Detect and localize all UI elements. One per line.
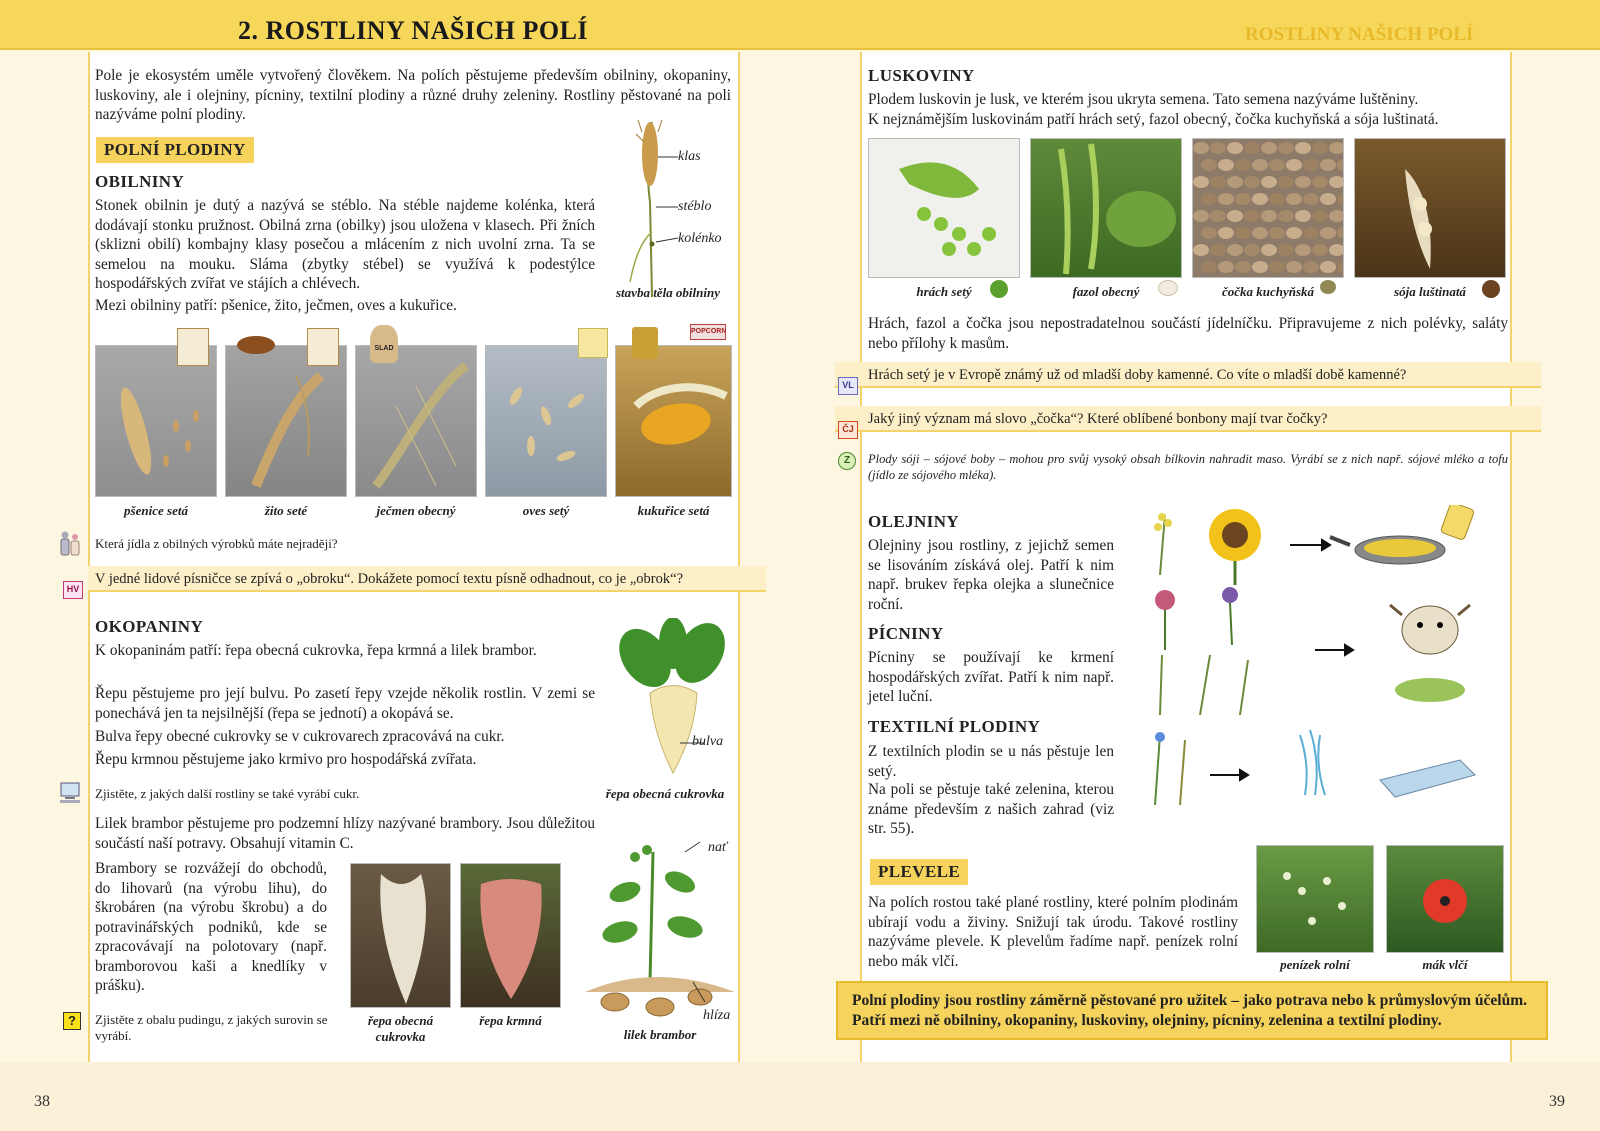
photo-zito — [225, 345, 347, 497]
caption-psenice: pšenice setá — [124, 503, 188, 518]
lentil-seed — [1235, 193, 1251, 205]
okopaniny-p6: Brambory se rozvážejí do obchodů, do lihovarů (na výrobu lihu), do škrobáren (na výrobu škrobu) a do potravinářských podniků, kde se zpracovávají na polotovary (např. bramborovou kaši a knedlíky v prášku). — [95, 860, 327, 994]
caption-fazol: fazol obecný — [1072, 284, 1140, 299]
badge-z: Z — [838, 452, 856, 470]
photo-penizek — [1256, 845, 1374, 953]
photo-hrach — [868, 138, 1020, 278]
lentil-seed — [1303, 193, 1319, 205]
lentil-seed — [1252, 159, 1268, 171]
lentil-seed — [1261, 142, 1277, 154]
caption-lilek-brambor: lilek brambor — [623, 1027, 697, 1042]
lentil-seed-icon — [1320, 280, 1336, 294]
computer-icon — [59, 782, 83, 804]
photo-soja — [1354, 138, 1506, 278]
lentil-seed — [1210, 176, 1226, 188]
flax-fiber-illustration — [1300, 730, 1325, 795]
lentil-seed — [1193, 176, 1209, 188]
photo-repa-cukrovka — [350, 863, 451, 1008]
label-nat: nať — [708, 840, 728, 855]
photo-fazol — [1030, 138, 1182, 278]
lentil-seed — [1295, 210, 1311, 222]
plevele-text: Na polích rostou také plané rostliny, které polním plodinám ubírají vodu a živiny. Snižují tak úrodu. Takové rostliny nazýváme plevele. K plevelům řadíme např. penízek rolní nebo mák vlčí. — [868, 894, 1238, 970]
lentil-seed — [1320, 193, 1336, 205]
summary-box: Polní plodiny jsou rostliny záměrně pěstované pro užitek – jako potrava nebo k průmyslovým účelům. Patří mezi ně obilniny, okopaniny, luskoviny, olejniny, pícniny, zelenina a textilní plodiny. — [836, 981, 1548, 1040]
lentil-seed — [1244, 176, 1260, 188]
potato-plant-illustration — [575, 832, 740, 1022]
heading-olejniny: OLEJNINY — [868, 512, 960, 531]
rapeseed-illustration — [1154, 513, 1172, 575]
lentil-seed — [1312, 176, 1328, 188]
lentil-seed — [1329, 176, 1344, 188]
lentil-seed — [1312, 210, 1328, 222]
lentil-seed — [1303, 227, 1319, 239]
lentil-seed — [1210, 142, 1226, 154]
caption-photo-repa-cukrovka: řepa obecná cukrovka — [367, 1013, 434, 1044]
badge-vl: VL — [838, 377, 858, 395]
lentil-seed — [1329, 244, 1344, 256]
popcorn-icon: POPCORN — [690, 324, 726, 340]
lentil-seed — [1286, 159, 1302, 171]
lentil-seed — [1329, 142, 1344, 154]
lentil-seed — [1337, 261, 1344, 273]
lentil-seed — [1312, 244, 1328, 256]
question-vl: Hrách setý je v Evropě známý už od mladší doby kamenné. Co víte o mladší době kamenné? — [868, 367, 1407, 383]
question-mark-icon: ? — [63, 1012, 81, 1030]
caption-soja: sója luštinatá — [1394, 284, 1466, 299]
question-puding: Zjistěte z obalu pudingu, z jakých surovin se vyrábí. — [95, 1012, 328, 1043]
caption-oves: oves setý — [522, 503, 570, 518]
lentil-seed — [1278, 142, 1294, 154]
luskoviny-p1: Plodem luskovin je lusk, ve kterém jsou ukryta semena. Tato semena nazýváme luštěniny. — [868, 91, 1419, 108]
badge-cj: ČJ — [838, 421, 858, 439]
flax-illustration — [1155, 732, 1185, 805]
flour-package-icon — [177, 328, 209, 366]
lentil-seed — [1244, 142, 1260, 154]
badge-hv: HV — [63, 581, 83, 599]
label-klas: klas — [678, 149, 701, 164]
lentil-seed — [1218, 227, 1234, 239]
label-steblo: stéblo — [678, 199, 712, 214]
note-soja: Plody sóji – sójové boby – mohou pro svůj vysoký obsah bílkovin nahradit maso. Vyrábí se z nich např. sójové mléko a tofu (jídlo ze sójového mléka). — [868, 452, 1508, 482]
heading-luskoviny: LUSKOVINY — [868, 66, 975, 85]
lentil-seed — [1320, 159, 1336, 171]
caption-repa-cukrovka: řepa obecná cukrovka — [605, 786, 725, 801]
lentil-seed — [1201, 227, 1217, 239]
caption-zito: žito seté — [264, 503, 308, 518]
heading-okopaniny: OKOPANINY — [95, 617, 204, 636]
lentil-seed — [1193, 142, 1209, 154]
lentil-seed — [1201, 193, 1217, 205]
caption-mak: mák vlčí — [1422, 957, 1468, 972]
intro-paragraph: Pole je ekosystém uměle vytvořený člověkem. Na polích pěstujeme především obilniny, okopaniny, luskoviny, ale i olejniny, pícniny, textilní plodiny a různé druhy zeleniny. Rostliny pěstované na poli nazýváme polní plodiny. — [95, 67, 731, 123]
linen-cloth-illustration — [1380, 760, 1475, 797]
label-bulva: bulva — [692, 734, 724, 749]
okopaniny-p2: Řepu pěstujeme pro její bulvu. Po zasetí řepy vzejde několik rostlin. V zemi se ponechává jen ta nejsilnější (řepa se jednotí) a okopává se. — [95, 685, 595, 722]
label-hliza: hlíza — [703, 1008, 731, 1023]
lentil-seed — [1227, 210, 1243, 222]
lentil-seed — [1269, 159, 1285, 171]
crop-processing-illustrations — [1140, 505, 1510, 835]
question-pc: Zjistěte, z jakých další rostliny se také vyrábí cukr. — [95, 786, 360, 801]
picniny-text: Pícniny se používají ke krmení hospodářských zvířat. Patří k nim např. jetel luční. — [868, 649, 1114, 705]
photo-psenice — [95, 345, 217, 497]
photo-mak — [1386, 845, 1504, 953]
sugar-beet-illustration — [605, 618, 740, 783]
lentil-seed — [1218, 193, 1234, 205]
flour-package-icon-2 — [307, 328, 339, 366]
section-tag-polni-plodiny: POLNÍ PLODINY — [96, 137, 254, 163]
caption-penizek: penízek rolní — [1280, 957, 1350, 972]
lentil-seed — [1295, 176, 1311, 188]
bean-seed-icon — [1158, 280, 1178, 296]
label-kolenko: kolénko — [678, 231, 722, 246]
lentil-seed — [1312, 142, 1328, 154]
oat-box-icon — [578, 328, 608, 358]
okopaniny-p1: K okopaninám patří: řepa obecná cukrovka, řepa krmná a lilek brambor. — [95, 642, 537, 659]
lentil-seed — [1193, 244, 1209, 256]
photo-kukurice — [615, 345, 732, 497]
caption-photo-repa-krmna: řepa krmná — [479, 1013, 542, 1028]
photo-repa-krmna — [460, 863, 561, 1008]
lentil-seed — [1218, 159, 1234, 171]
photo-cocka — [1192, 138, 1344, 278]
lentil-seed — [1244, 210, 1260, 222]
lentil-seed — [1278, 244, 1294, 256]
caption-hrach: hrách setý — [916, 284, 972, 299]
photo-oves — [485, 345, 607, 497]
okopaniny-p3: Bulva řepy obecné cukrovky se v cukrovarech zpracovává na cukr. — [95, 728, 505, 745]
obilniny-list: Mezi obilniny patří: pšenice, žito, ječmen, oves a kukuřice. — [95, 297, 457, 314]
lentil-seed — [1278, 210, 1294, 222]
caption-kukurice: kukuřice setá — [637, 503, 710, 518]
pan-illustration — [1330, 505, 1475, 564]
question-family: Která jídla z obilných výrobků máte nejraději? — [95, 536, 338, 551]
lentil-seed — [1269, 193, 1285, 205]
arrow-3 — [1210, 770, 1248, 780]
lentil-seed — [1337, 227, 1344, 239]
wheat-stalk-illustration — [630, 120, 678, 297]
photo-jecmen — [355, 345, 477, 497]
arrow-2 — [1315, 645, 1353, 655]
lentil-seed — [1286, 261, 1302, 273]
lentil-seed — [1235, 261, 1251, 273]
lentil-seed — [1235, 227, 1251, 239]
sunflower-illustration — [1209, 509, 1261, 585]
footer-band — [0, 1062, 1600, 1131]
lentil-seed — [1235, 159, 1251, 171]
lentil-seed — [1329, 210, 1344, 222]
lentil-seed — [1278, 176, 1294, 188]
caption-cocka: čočka kuchyňská — [1221, 284, 1315, 299]
lentil-seed — [1261, 210, 1277, 222]
olejniny-text: Olejniny jsou rostliny, z jejichž semen se lisováním získává olej. Patří k nim např. brukev řepka olejka a slunečnice roční. — [868, 537, 1114, 613]
lentil-seed — [1227, 176, 1243, 188]
lentil-seed — [1252, 193, 1268, 205]
cereal-structure-diagram — [600, 112, 740, 307]
luskoviny-p3: Hrách, fazol a čočka jsou nepostradatelnou součástí jídelníčku. Připravujeme z nich polévky, saláty nebo přílohy k masům. — [868, 315, 1508, 352]
question-cj: Jaký jiný význam má slovo „čočka“? Které oblíbené bonbony mají tvar čočky? — [868, 411, 1328, 427]
lentil-seed — [1269, 227, 1285, 239]
lentil-seed — [1295, 244, 1311, 256]
heading-picniny: PÍCNINY — [868, 624, 944, 643]
pea-seed-icon — [990, 280, 1008, 298]
lentil-seed — [1261, 244, 1277, 256]
page-number-left: 38 — [34, 1093, 50, 1110]
obilniny-text: Stonek obilnin je dutý a nazývá se stéblo. Na stéble najdeme kolénka, která dodávají stonku pružnost. Obilná zrna (obilky) jsou uložena v klasech. Při žních (sklizni obilí) kombajny klasy posečou a mlácením z nich uvolní zrna. Ta se semelou na mouku. Sláma (zbytky stébel) se využívá k podestýlce hospodářských zvířat ve stájích a chlévech. — [95, 197, 595, 292]
question-hv: V jedné lidové písničce se zpívá o „obroku“. Dokážete pomocí textu písně odhadnout, co je „obrok“? — [95, 571, 684, 587]
family-icon — [58, 530, 82, 558]
bread-icon — [237, 336, 275, 354]
lentil-seed — [1303, 261, 1319, 273]
lentil-seed — [1269, 261, 1285, 273]
textilni-p1: Z textilních plodin se u nás pěstuje len setý. — [868, 743, 1114, 780]
lentil-seed — [1337, 193, 1344, 205]
grasses-illustration — [1160, 655, 1248, 715]
malt-bag-icon: SLAD — [370, 325, 398, 363]
lentil-seed — [1295, 142, 1311, 154]
heading-obilniny: OBILNINY — [95, 172, 185, 191]
running-head: ROSTLINY NAŠICH POLÍ — [1245, 24, 1474, 45]
lentil-seed — [1320, 261, 1336, 273]
clover-illustration — [1155, 587, 1238, 650]
lentil-seed — [1252, 227, 1268, 239]
lentil-seed — [1193, 210, 1209, 222]
okopaniny-p5: Lilek brambor pěstujeme pro podzemní hlízy nazývané brambory. Jsou důležitou součástí naší potravy. Obsahují vitamin C. — [95, 815, 595, 852]
lentil-seed — [1261, 176, 1277, 188]
cow-illustration — [1390, 605, 1470, 702]
arrow-1 — [1290, 540, 1330, 550]
caption-jecmen: ječmen obecný — [376, 503, 456, 518]
chapter-title: 2. ROSTLINY NAŠICH POLÍ — [238, 16, 589, 45]
lentil-seed — [1286, 193, 1302, 205]
okopaniny-p4: Řepu krmnou pěstujeme jako krmivo pro hospodářská zvířata. — [95, 751, 477, 768]
lentil-seed — [1244, 244, 1260, 256]
lentil-seed — [1337, 159, 1344, 171]
soy-seed-icon — [1482, 280, 1500, 298]
page-number-right: 39 — [1549, 1093, 1565, 1110]
lentil-seed — [1320, 227, 1336, 239]
lentil-seed — [1201, 261, 1217, 273]
lentil-seed — [1227, 244, 1243, 256]
luskoviny-p2: K nejznámějším luskovinám patří hrách setý, fazol obecný, čočka kuchyňská a sója luštinatá. — [868, 111, 1439, 128]
lentil-seed — [1210, 210, 1226, 222]
lentil-seed — [1303, 159, 1319, 171]
heading-textilni: TEXTILNÍ PLODINY — [868, 717, 1041, 736]
section-tag-plevele: PLEVELE — [870, 859, 968, 885]
corn-can-icon — [632, 327, 658, 359]
textilni-p2: Na poli se pěstuje také zelenina, kterou známe především z našich zahrad (viz str. 55). — [868, 781, 1114, 837]
lentil-seed — [1252, 261, 1268, 273]
caption-stavba-tela: stavba těla obilniny — [616, 285, 720, 300]
lentil-seed — [1218, 261, 1234, 273]
lentil-seed — [1227, 142, 1243, 154]
lentil-seed — [1201, 159, 1217, 171]
lentil-seed — [1286, 227, 1302, 239]
lentil-seed — [1210, 244, 1226, 256]
